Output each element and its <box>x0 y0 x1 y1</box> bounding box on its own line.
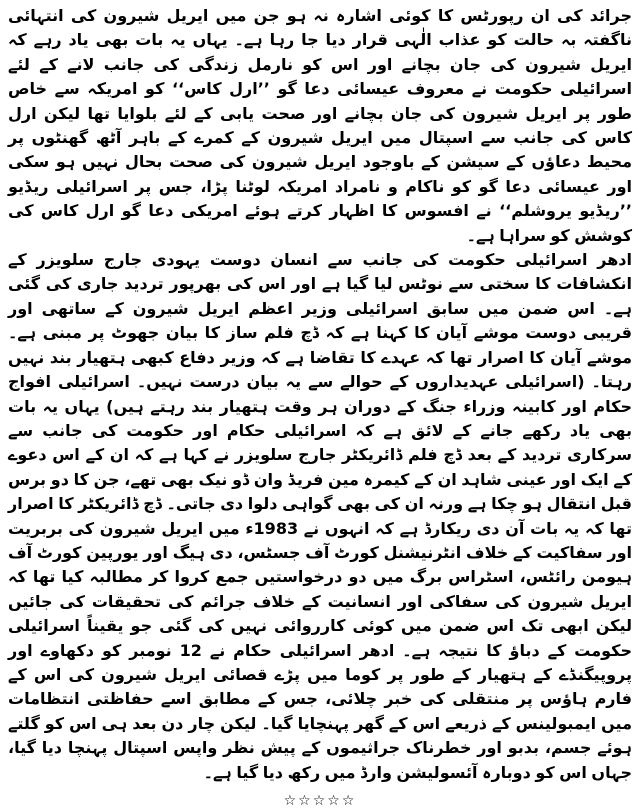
star-separator: ☆☆☆☆☆ <box>283 793 357 809</box>
article-paragraph-2: ادھر اسرائیلی حکومت کی جانب سے انسان دوست یہودی جارج سلویزر کے انکشافات کا سختی سے نوٹس لیا گیا ہے اور اس کی بھرپور تردید جاری کی گئی ہے۔ اس ضمن میں سابق اسرائیلی وزیر اعظم ایریل شیرون کے ساتھی اور قریبی دوست موشے آیان کا کہنا ہے کہ ڈچ فلم ساز کا بیان جھوٹ پر مبنی ہے۔ موشے آیان کا اصرار تھا کہ عہدے کا تقاضا ہے کہ وزیر دفاع کبھی ہتھیار بند نہیں رہتا۔ (اسرائیلی عہدیداروں کے حوالے سے یہ بیان درست نہیں۔ اسرائیلی افواج حکام اور کابینہ وزراء جنگ کے دوران ہر وقت ہتھیار بند رہتے ہیں) یہاں یہ بات بھی یاد رکھے جانے کے لائق ہے کہ اسرائیلی حکام اور حکومت کی جانب سے سرکاری تردید کے بعد ڈچ فلم ڈائریکٹر جارج سلویزر نے کہا ہے کہ ان کے اس دعوے کے ایک اور عینی شاہد ان کے کیمرہ مین فریڈ وان ڈو نیک بھی تھے، جن کا دو برس قبل انتقال ہو چکا ہے ورنہ ان کی بھی گواہی دلوا دی جاتی۔ ڈچ ڈائریکٹر کا اصرار تھا کہ یہ بات آن دی ریکارڈ ہے کہ انہوں نے 1983ء میں ایریل شیرون کی بربریت اور سفاکیت کے خلاف انٹرنیشنل کورٹ آف جسٹس، دی ہیگ اور یورپین کورٹ آف ہیومن رائٹس، اسٹراس برگ میں دو درخواستیں جمع کروا کر مطالبہ کیا تھا کہ ایریل شیرون کی سفاکی اور انسانیت کے خلاف جرائم کی تحقیقات کی جائیں لیکن ابھی تک اس ضمن میں کوئی کارروائی نہیں کی گئی جو یقیناً اسرائیلی حکومت کے دباؤ کا نتیجہ ہے۔ ادھر اسرائیلی حکام نے 12 نومبر کو دکھاوے اور پروپیگنڈے کے ہتھیار کے طور پر کوما میں پڑے قصائی ایریل شیرون کی اس کے فارم ہاؤس پر منتقلی کی خبر چلائی، جس کے مطابق اسے حفاظتی انتظامات میں ایمبولینس کے ذریعے اس کے گھر پہنچایا گیا۔ لیکن چار دن بعد ہی اس کو گلتے ہوئے جسم، بدبو اور خطرناک جراثیموں کے پیش نظر واپس اسپتال پہنچا دیا گیا، جہاں اس کو دوبارہ آئسولیشن وارڈ میں رکھ دیا گیا ہے۔ <box>8 250 633 782</box>
article-paragraph-1: جرائد کی ان رپورٹس کا کوئی اشارہ نہ ہو جن میں ایریل شیرون کی انتہائی ناگفتہ بہ حالت کو عذاب الٰہی قرار دیا جا رہا ہے۔ یہاں یہ بات بھی یاد رہے کہ ایریل شیرون کی جان بچانے اور اس کو نارمل زندگی کی جانب لانے کے لئے اسرائیلی حکومت نے معروف عیسائی دعا گو ’’ارل کاس‘‘ کو امریکہ سے خاص طور پر ایریل شیرون کی جان بچانے اور صحت یابی کے لئے بلوایا تھا لیکن ارل کاس کی جانب سے اسپتال میں ایریل شیرون کے کمرے کے باہر آٹھ گھنٹوں پر محیط دعاؤں کے سیشن کے باوجود ایریل شیرون کی صحت بحال نہیں ہو سکی اور عیسائی دعا گو کو ناکام و نامراد امریکہ لوٹنا پڑا، جس پر اسرائیلی ریڈیو ’’ریڈیو یروشلم‘‘ نے افسوس کا اظہار کرتے ہوئے امریکی دعا گو ارل کاس کی کوشش کو سراہا ہے۔ <box>8 6 632 245</box>
